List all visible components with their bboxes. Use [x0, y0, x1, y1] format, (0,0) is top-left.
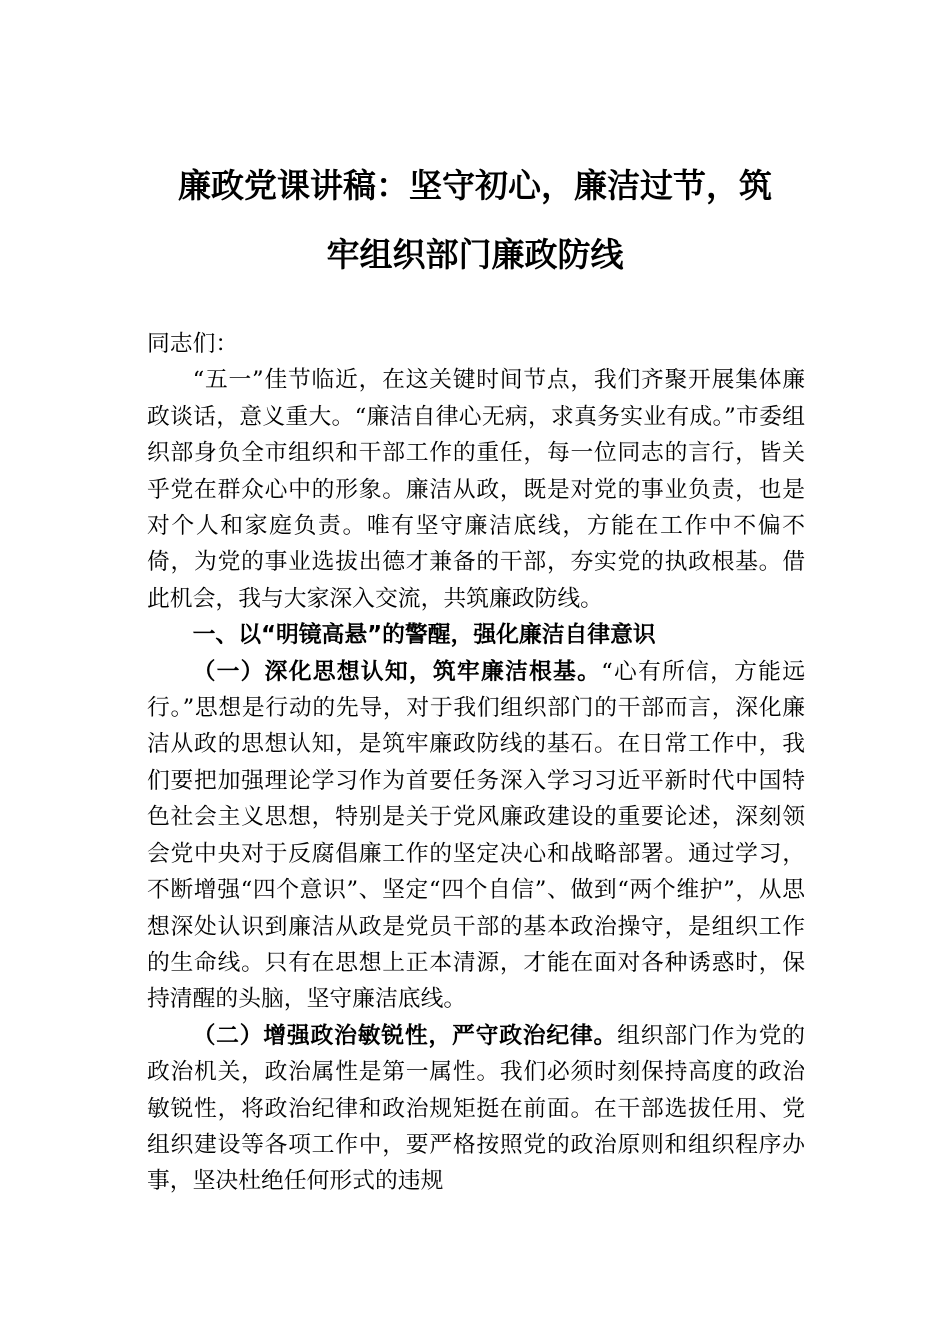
document-title-line1: 廉政党课讲稿：坚守初心，廉洁过节，筑: [178, 166, 772, 205]
subsection-1-lead: （一）深化思想认知，筑牢廉洁根基。: [192, 658, 602, 685]
subsection-2-paragraph: [147, 1018, 805, 1200]
document-title-line2: 牢组织部门廉政防线: [326, 235, 624, 274]
subsection-1-text: “心有所信，方能远行。”思想是行动的先导，对于我们组织部门的干部而言，深化廉洁从政的思想认知，是筑牢廉政防线的基石。在日常工作中，我们要把加强理论学习作为首要任务深入学习习近平新时代中国特色社会主义思想，特别是关于党风廉政建设的重要论述，深刻领会党中央对于反腐倡廉工作的坚定决心和战略部署。通过学习，不断增强“四个意识”、坚定“四个自信”、做到“两个维护”，从思想深处认识到廉洁从政是党员干部的基本政治操守，是组织工作的生命线。只有在思想上正本清源，才能在面对各种诱惑时，保持清醒的头脑，坚守廉洁底线。: [147, 658, 806, 1013]
section-heading-1: 一、以“明镜高悬”的警醒，强化廉洁自律意识: [192, 622, 656, 649]
subsection-2-lead: （二）增强政治敏锐性，严守政治纪律。: [192, 1022, 618, 1049]
salutation: 同志们：: [147, 331, 239, 357]
subsection-2-text: 组织部门作为党的政治机关，政治属性是第一属性。我们必须时刻保持高度的政治敏锐性，将政治纪律和政治规矩挺在前面。在干部选拔任用、党组织建设等各项工作中，要严格按照党的政治原则和组织程序办事，坚决杜绝任何形式的违规: [147, 1022, 806, 1195]
document-body: [147, 326, 805, 1200]
intro-paragraph: “五一”佳节临近，在这关键时间节点，我们齐聚开展集体廉政谈话，意义重大。“廉洁自律心无病，求真务实业有成。”市委组织部身负全市组织和干部工作的重任，每一位同志的言行，皆关乎党在群众心中的形象。廉洁从政，既是对党的事业负责，也是对个人和家庭负责。唯有坚守廉洁底线，方能在工作中不偏不倚，为党的事业选拔出德才兼备的干部，夯实党的执政根基。借此机会，我与大家深入交流，共筑廉政防线。: [147, 367, 805, 612]
subsection-1-paragraph: [147, 654, 805, 1018]
